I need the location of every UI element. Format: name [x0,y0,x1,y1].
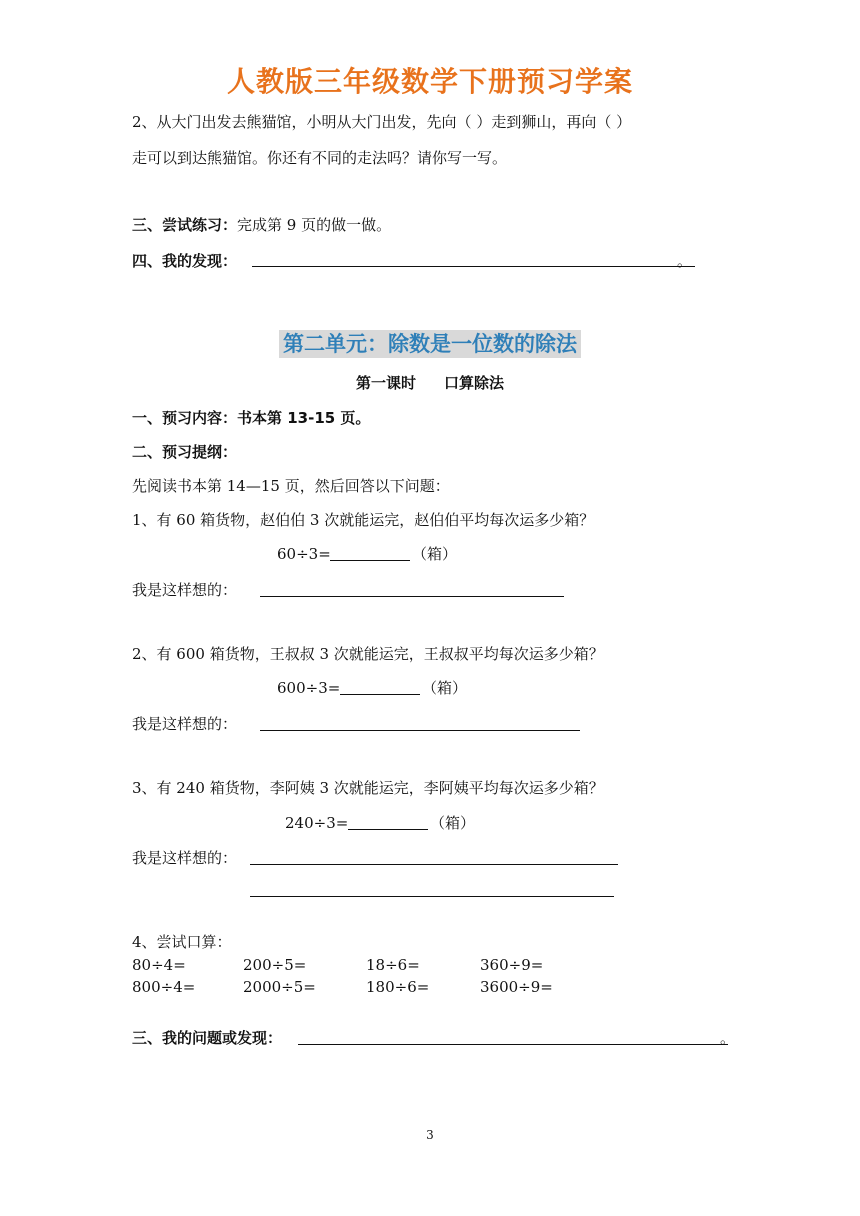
questions-findings-line[interactable] [298,1044,728,1045]
question-2-answer-blank[interactable] [340,694,420,695]
try-practice-line [132,215,391,235]
try-practice-text: 完成第 9 页的做一做。 [237,216,392,234]
lesson-title [0,372,860,393]
question-2-think-line[interactable] [260,730,580,731]
questions-findings-label: 三、我的问题或发现： [132,1029,283,1047]
question-2-equation: 600÷3= [277,679,341,697]
question-1-think-line[interactable] [260,596,564,597]
question-2-unit: （箱） [422,679,468,697]
question-2-line-2: 走可以到达熊猫馆。你还有不同的走法吗？请你写一写。 [132,149,508,167]
question-3-think-line-2[interactable] [250,896,614,897]
oral-calc-5: 800÷4= [132,978,196,996]
question-3-think-line-1[interactable] [250,864,618,865]
oral-calc-3: 18÷6= [366,956,420,974]
question-1-unit: （箱） [412,545,458,563]
lesson-name: 口算除法 [444,374,505,392]
lesson-number: 第一课时 [355,374,416,392]
oral-calc-8: 3600÷9= [480,978,553,996]
question-3-unit: （箱） [430,814,476,832]
preview-outline-label: 二、预习提纲： [132,443,238,461]
preview-content-text: 书本第 13-15 页。 [237,409,371,427]
question-3-think-label: 我是这样想的： [132,849,238,867]
question-1-think-label: 我是这样想的： [132,581,238,599]
question-3-answer-blank[interactable] [348,829,428,830]
try-practice-label: 三、尝试练习： [132,216,238,234]
question-1-text: 1、有 60 箱货物，赵伯伯 3 次就能运完，赵伯伯平均每次运多少箱？ [132,511,595,529]
question-2-think-label: 我是这样想的： [132,715,238,733]
question-2-line-1: 2、从大门出发去熊猫馆，小明从大门出发，先向（ ）走到狮山，再向（ ） [132,113,632,131]
preview-content-line [132,408,370,428]
preview-content-label: 一、预习内容： [132,409,238,427]
oral-calc-2: 200÷5= [243,956,307,974]
discovery-answer-line[interactable] [252,266,695,267]
reading-instruction: 先阅读书本第 14—15 页，然后回答以下问题： [132,477,450,495]
oral-calc-6: 2000÷5= [243,978,316,996]
discovery-period: 。 [677,252,693,270]
unit-title [0,328,860,358]
question-1-equation: 60÷3= [277,545,331,563]
oral-calc-7: 180÷6= [366,978,430,996]
page-number: 3 [426,1128,434,1142]
document-header-title: 人教版三年级数学下册预习学案 [226,65,633,98]
question-1-answer-blank[interactable] [330,560,410,561]
oral-calc-1: 80÷4= [132,956,186,974]
oral-calc-label: 4、尝试口算： [132,933,232,951]
question-3-equation: 240÷3= [285,814,349,832]
oral-calc-4: 360÷9= [480,956,544,974]
unit-title-text: 第二单元：除数是一位数的除法 [279,330,581,358]
question-3-text: 3、有 240 箱货物，李阿姨 3 次就能运完，李阿姨平均每次运多少箱？ [132,779,604,797]
questions-findings-period: 。 [720,1029,736,1047]
my-discovery-label: 四、我的发现： [132,252,238,270]
question-2-text: 2、有 600 箱货物，王叔叔 3 次就能运完，王叔叔平均每次运多少箱？ [132,645,604,663]
